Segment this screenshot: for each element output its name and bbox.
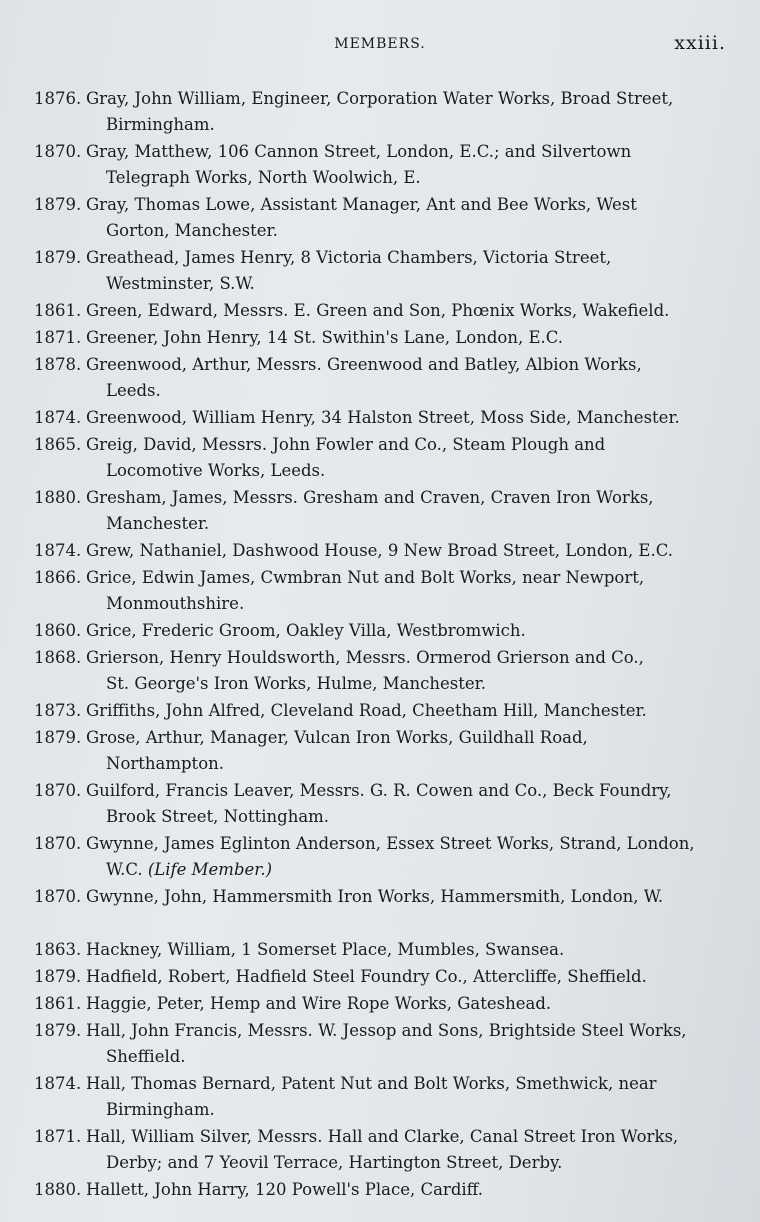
member-entry [34, 86, 734, 138]
election-year: 1879. [34, 967, 82, 986]
member-entry [34, 192, 734, 244]
election-year: 1874. [34, 1074, 82, 1093]
member-entry [34, 565, 734, 617]
election-year: 1879. [34, 1021, 82, 1040]
election-year: 1874. [34, 541, 82, 560]
election-year: 1873. [34, 701, 82, 720]
member-entry [34, 645, 734, 697]
member-address-continued [86, 1150, 734, 1176]
election-year: 1878. [34, 355, 82, 374]
member-address-continued [86, 804, 734, 830]
member-text: Hall, William Silver, Messrs. Hall and Clarke, Canal Street Iron Works, [86, 1127, 679, 1146]
member-address-continued [86, 271, 734, 297]
member-text: Gresham, James, Messrs. Gresham and Craven, Craven Iron Works, [86, 488, 654, 507]
member-text: Haggie, Peter, Hemp and Wire Rope Works, Gateshead. [86, 994, 552, 1013]
continuation-text: Brook Street, Nottingham. [106, 807, 330, 826]
member-entry [34, 352, 734, 404]
continuation-text: Gorton, Manchester. [106, 221, 278, 240]
member-text: Hadfield, Robert, Hadfield Steel Foundry Co., Attercliffe, Sheffield. [86, 967, 647, 986]
member-text: Hackney, William, 1 Somerset Place, Mumbles, Swansea. [86, 940, 565, 959]
member-text: Hall, Thomas Bernard, Patent Nut and Bolt Works, Smethwick, near [86, 1074, 657, 1093]
member-address-continued [86, 591, 734, 617]
member-entry [34, 1071, 734, 1123]
member-entry [34, 485, 734, 537]
member-text: Hallett, John Harry, 120 Powell's Place, Cardiff. [86, 1180, 484, 1199]
continuation-text: Locomotive Works, Leeds. [106, 461, 326, 480]
member-address-continued [86, 1044, 734, 1070]
continuation-text: Westminster, S.W. [106, 274, 255, 293]
member-list-h [34, 937, 734, 1203]
member-text: Greener, John Henry, 14 St. Swithin's Lane, London, E.C. [86, 328, 564, 347]
member-entry [34, 405, 734, 431]
member-entry [34, 1018, 734, 1070]
section-gap [34, 911, 734, 937]
election-year: 1879. [34, 195, 82, 214]
member-list-g [34, 86, 734, 910]
member-entry [34, 245, 734, 297]
member-entry [34, 698, 734, 724]
member-text: Gray, Thomas Lowe, Assistant Manager, Ant and Bee Works, West [86, 195, 637, 214]
election-year: 1866. [34, 568, 82, 587]
member-text: Grice, Edwin James, Cwmbran Nut and Bolt Works, near Newport, [86, 568, 645, 587]
member-entry [34, 778, 734, 830]
member-address-continued [86, 378, 734, 404]
election-year: 1868. [34, 648, 82, 667]
page-header [0, 32, 760, 56]
member-address-continued [86, 751, 734, 777]
election-year: 1870. [34, 887, 82, 906]
member-entry [34, 831, 734, 883]
continuation-text: Birmingham. [106, 115, 215, 134]
member-entry [34, 1124, 734, 1176]
member-entry [34, 139, 734, 191]
continuation-text: Leeds. [106, 381, 161, 400]
member-text: Green, Edward, Messrs. E. Green and Son, Phœnix Works, Wakefield. [86, 301, 670, 320]
member-text: Greenwood, Arthur, Messrs. Greenwood and Batley, Albion Works, [86, 355, 642, 374]
election-year: 1861. [34, 994, 82, 1013]
election-year: 1879. [34, 248, 82, 267]
election-year: 1871. [34, 1127, 82, 1146]
election-year: 1879. [34, 728, 82, 747]
election-year: 1870. [34, 142, 82, 161]
member-entry [34, 325, 734, 351]
member-entry [34, 964, 734, 990]
member-text: Greig, David, Messrs. John Fowler and Co., Steam Plough and [86, 435, 606, 454]
member-entry [34, 884, 734, 910]
member-address-continued [86, 1097, 734, 1123]
member-address-continued [86, 511, 734, 537]
member-entry [34, 991, 734, 1017]
continuation-text: Monmouthshire. [106, 594, 245, 613]
election-year: 1860. [34, 621, 82, 640]
continuation-text: W.C. [106, 860, 143, 879]
election-year: 1871. [34, 328, 82, 347]
election-year: 1880. [34, 488, 82, 507]
member-text: Grice, Frederic Groom, Oakley Villa, Westbromwich. [86, 621, 526, 640]
member-text: Grierson, Henry Houldsworth, Messrs. Ormerod Grierson and Co., [86, 648, 644, 667]
member-text: Grose, Arthur, Manager, Vulcan Iron Works, Guildhall Road, [86, 728, 588, 747]
member-text: Griffiths, John Alfred, Cleveland Road, Cheetham Hill, Manchester. [86, 701, 647, 720]
continuation-text: Telegraph Works, North Woolwich, E. [106, 168, 421, 187]
member-address-continued [86, 165, 734, 191]
page-number: xxiii. [674, 32, 726, 54]
election-year: 1865. [34, 435, 82, 454]
member-entry [34, 1177, 734, 1203]
election-year: 1861. [34, 301, 82, 320]
member-address-continued [86, 857, 734, 883]
running-head: MEMBERS. [334, 36, 426, 52]
election-year: 1870. [34, 834, 82, 853]
member-entry [34, 538, 734, 564]
member-address-continued [86, 458, 734, 484]
member-text: Gray, Matthew, 106 Cannon Street, London, E.C.; and Silvertown [86, 142, 632, 161]
election-year: 1876. [34, 89, 82, 108]
member-entry [34, 937, 734, 963]
member-text: Grew, Nathaniel, Dashwood House, 9 New Broad Street, London, E.C. [86, 541, 673, 560]
member-text: Gwynne, John, Hammersmith Iron Works, Hammersmith, London, W. [86, 887, 664, 906]
election-year: 1880. [34, 1180, 82, 1199]
member-text: Greathead, James Henry, 8 Victoria Chambers, Victoria Street, [86, 248, 612, 267]
membership-note: (Life Member.) [147, 860, 273, 879]
continuation-text: Manchester. [106, 514, 210, 533]
member-entry [34, 725, 734, 777]
continuation-text: Birmingham. [106, 1100, 215, 1119]
member-list [34, 86, 734, 1204]
member-entry [34, 618, 734, 644]
election-year: 1863. [34, 940, 82, 959]
member-text: Gwynne, James Eglinton Anderson, Essex Street Works, Strand, London, [86, 834, 695, 853]
member-text: Gray, John William, Engineer, Corporation Water Works, Broad Street, [86, 89, 674, 108]
member-entry [34, 298, 734, 324]
member-address-continued [86, 671, 734, 697]
continuation-text: Northampton. [106, 754, 224, 773]
member-address-continued [86, 218, 734, 244]
member-text: Guilford, Francis Leaver, Messrs. G. R. Cowen and Co., Beck Foundry, [86, 781, 672, 800]
member-text: Hall, John Francis, Messrs. W. Jessop and Sons, Brightside Steel Works, [86, 1021, 687, 1040]
member-text: Greenwood, William Henry, 34 Halston Street, Moss Side, Manchester. [86, 408, 680, 427]
continuation-text: St. George's Iron Works, Hulme, Manchester. [106, 674, 486, 693]
member-address-continued [86, 112, 734, 138]
election-year: 1874. [34, 408, 82, 427]
continuation-text: Derby; and 7 Yeovil Terrace, Hartington Street, Derby. [106, 1153, 563, 1172]
member-entry [34, 432, 734, 484]
continuation-text: Sheffield. [106, 1047, 186, 1066]
election-year: 1870. [34, 781, 82, 800]
